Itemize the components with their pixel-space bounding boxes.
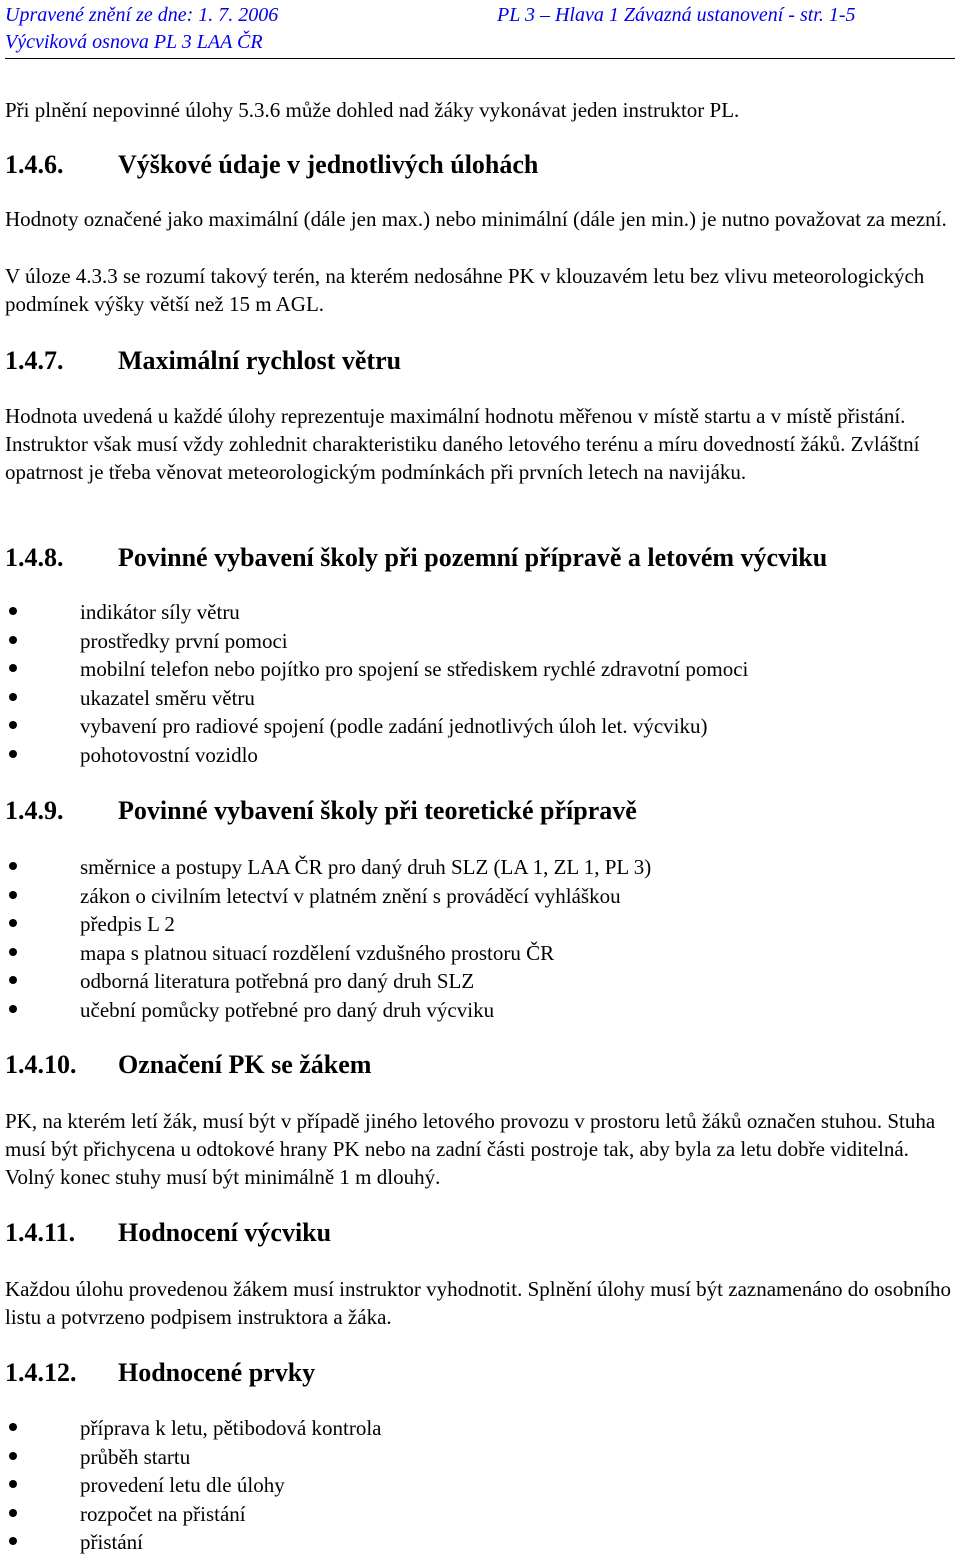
bullet-icon — [9, 948, 17, 956]
list-item: indikátor síly větru — [5, 598, 955, 627]
bullet-icon — [9, 1452, 17, 1460]
section-number: 1.4.12. — [5, 1358, 77, 1387]
section-number: 1.4.9. — [5, 796, 64, 825]
section-heading-1-4-8 — [5, 543, 827, 573]
list-item: učební pomůcky potřebné pro daný druh výcviku — [5, 996, 955, 1025]
bullet-icon — [9, 1005, 17, 1013]
section-heading-1-4-6 — [5, 150, 538, 180]
paragraph: Hodnota uvedená u každé úlohy reprezentuje maximální hodnotu měřenou v místě startu a v místě přistání. Instruktor však musí vždy zohlednit charakteristiku daného letového terénu a míru dovedností žáků. Zvláštní opatrnost je třeba věnovat meteorologickým podmínkách při prvních letech na navijáku. — [5, 404, 920, 484]
header-chapter: PL 3 – Hlava 1 Závazná ustanovení - str. 1-5 — [497, 4, 856, 26]
section-heading-1-4-11 — [5, 1218, 331, 1248]
evaluated-items-list — [5, 1414, 955, 1557]
header-revision-date: Upravené znění ze dne: 1. 7. 2006 — [5, 4, 279, 26]
section-heading-1-4-12 — [5, 1358, 315, 1388]
paragraph: V úloze 4.3.3 se rozumí takový terén, na kterém nedosáhne PK v klouzavém letu bez vlivu meteorologických podmínek výšky větší než 15 m AGL. — [5, 264, 925, 316]
paragraph: PK, na kterém letí žák, musí být v případě jiného letového provozu v prostoru letů žáků označen stuhou. Stuha musí být přichycena u odtokové hrany PK nebo na zadní části postroje tak, aby byla za letu dobře viditelná. Volný konec stuhy musí být minimálně 1 m dlouhý. — [5, 1109, 936, 1189]
bullet-icon — [9, 607, 17, 615]
paragraph: Hodnoty označené jako maximální (dále jen max.) nebo minimální (dále jen min.) je nutno považovat za mezní. — [5, 207, 947, 231]
paragraph: Každou úlohu provedenou žákem musí instruktor vyhodnotit. Splnění úlohy musí být zaznamenáno do osobního listu a potvrzeno podpisem instruktora a žáka. — [5, 1277, 952, 1329]
section-title: Povinné vybavení školy při teoretické přípravě — [118, 796, 637, 825]
section-title: Maximální rychlost větru — [118, 346, 402, 375]
bullet-icon — [9, 1480, 17, 1488]
header-document-title: Výcviková osnova PL 3 LAA ČR — [5, 31, 263, 53]
list-item: směrnice a postupy LAA ČR pro daný druh SLZ (LA 1, ZL 1, PL 3) — [5, 853, 955, 882]
bullet-icon — [9, 750, 17, 758]
list-item: příprava k letu, pětibodová kontrola — [5, 1414, 955, 1443]
list-item: ukazatel směru větru — [5, 684, 955, 713]
bullet-icon — [9, 891, 17, 899]
bullet-icon — [9, 1423, 17, 1431]
section-heading-1-4-10 — [5, 1050, 371, 1080]
section-number: 1.4.11. — [5, 1218, 76, 1247]
bullet-icon — [9, 976, 17, 984]
bullet-icon — [9, 1509, 17, 1517]
section-heading-1-4-7 — [5, 346, 401, 376]
equipment-theory-list — [5, 853, 955, 1024]
bullet-icon — [9, 1537, 17, 1545]
section-title: Povinné vybavení školy při pozemní přípravě a letovém výcviku — [118, 543, 828, 572]
bullet-icon — [9, 636, 17, 644]
list-item: vybavení pro radiové spojení (podle zadání jednotlivých úloh let. výcviku) — [5, 712, 955, 741]
list-item: mapa s platnou situací rozdělení vzdušného prostoru ČR — [5, 939, 955, 968]
section-heading-1-4-9 — [5, 796, 637, 826]
list-item: průběh startu — [5, 1443, 955, 1472]
list-item: odborná literatura potřebná pro daný druh SLZ — [5, 967, 955, 996]
list-item: provedení letu dle úlohy — [5, 1471, 955, 1500]
list-item: prostředky první pomoci — [5, 627, 955, 656]
list-item: přistání — [5, 1528, 955, 1557]
bullet-icon — [9, 862, 17, 870]
list-item: mobilní telefon nebo pojítko pro spojení se střediskem rychlé zdravotní pomoci — [5, 655, 955, 684]
header-divider — [5, 58, 955, 59]
section-title: Označení PK se žákem — [118, 1050, 372, 1079]
section-number: 1.4.10. — [5, 1050, 77, 1079]
section-title: Výškové údaje v jednotlivých úlohách — [118, 150, 539, 179]
bullet-icon — [9, 693, 17, 701]
list-item: zákon o civilním letectví v platném znění s prováděcí vyhláškou — [5, 882, 955, 911]
section-number: 1.4.6. — [5, 150, 64, 179]
list-item: pohotovostní vozidlo — [5, 741, 955, 770]
section-title: Hodnocené prvky — [118, 1358, 316, 1387]
list-item: předpis L 2 — [5, 910, 955, 939]
section-number: 1.4.8. — [5, 543, 64, 572]
bullet-icon — [9, 919, 17, 927]
bullet-icon — [9, 664, 17, 672]
intro-paragraph: Při plnění nepovinné úlohy 5.3.6 může dohled nad žáky vykonávat jeden instruktor PL. — [5, 98, 740, 122]
list-item: rozpočet na přistání — [5, 1500, 955, 1529]
section-number: 1.4.7. — [5, 346, 64, 375]
equipment-ground-list — [5, 598, 955, 769]
bullet-icon — [9, 721, 17, 729]
section-title: Hodnocení výcviku — [118, 1218, 332, 1247]
